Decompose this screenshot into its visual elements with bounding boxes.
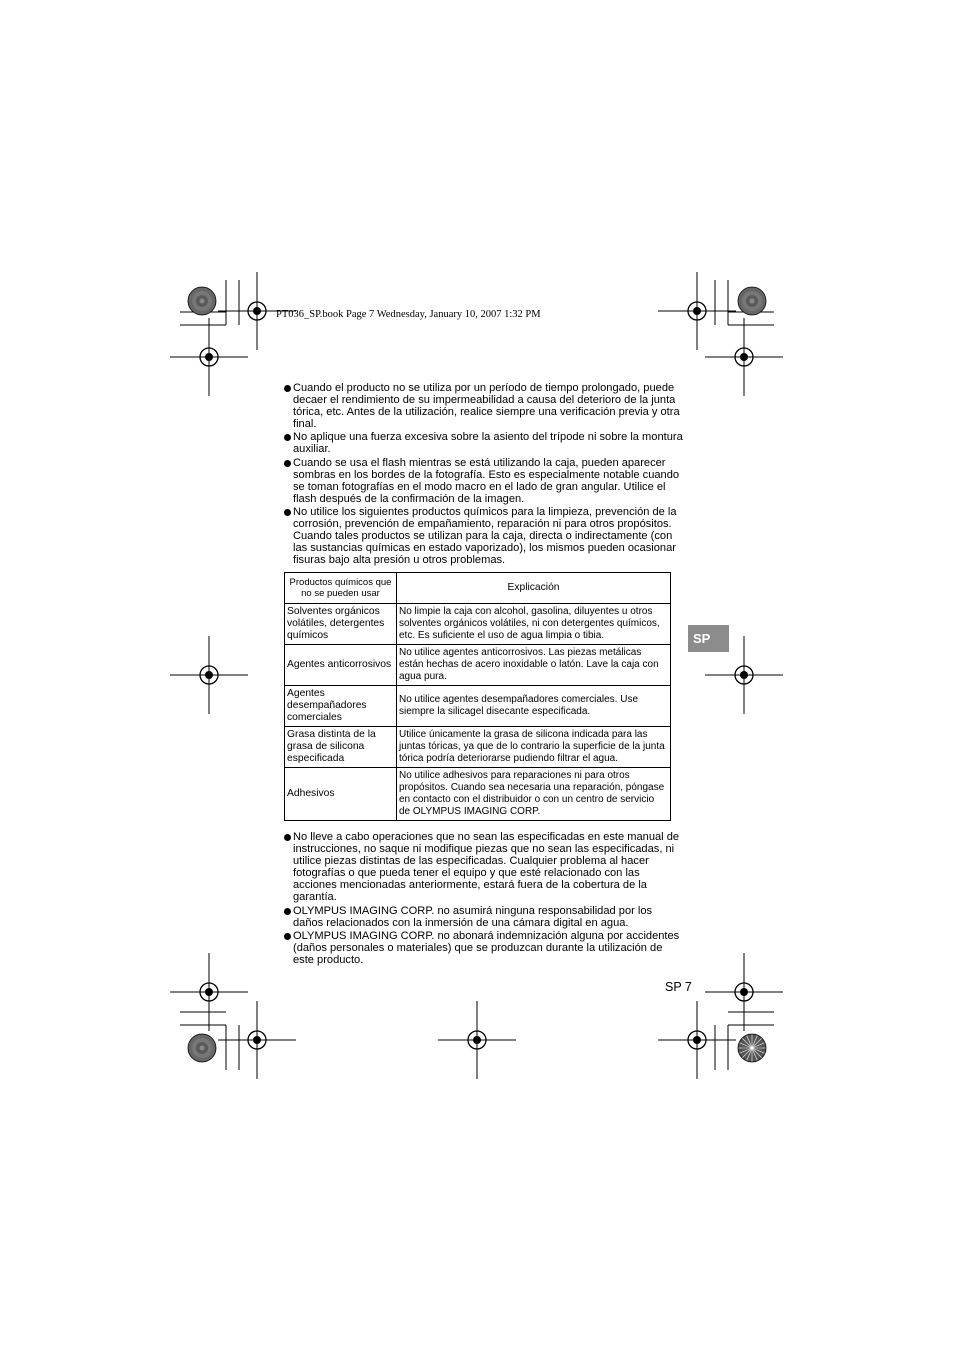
product-cell: Solventes orgánicos volátiles, detergentes químicos — [285, 604, 397, 645]
list-item — [284, 930, 684, 966]
bullet-text: Cuando el producto no se utiliza por un período de tiempo prolongado, puede decaer el rendimiento de su impermeabilidad a causa del deterioro de la junta tórica, etc. Antes de la utilización, realice siempre una verificación previa y otra final. — [293, 382, 680, 431]
product-cell: Adhesivos — [285, 768, 397, 821]
list-item — [284, 431, 684, 455]
bullet-dot-icon — [284, 509, 291, 516]
book-header: PT036_SP.book Page 7 Wednesday, January 10, 2007 1:32 PM — [276, 309, 541, 320]
explanation-cell: Utilice únicamente la grasa de silicona indicada para las juntas tóricas, ya que de lo contrario la superficie de la junta tórica podría deteriorarse pudiendo filtrar el agua. — [397, 727, 671, 768]
table-header-row — [285, 573, 671, 604]
list-item — [284, 382, 684, 430]
bullet-list-top — [284, 382, 684, 567]
bullet-list-bottom — [284, 831, 684, 967]
table-row — [285, 768, 671, 821]
page-number: SP 7 — [665, 980, 692, 994]
bullet-dot-icon — [284, 933, 291, 940]
bullet-dot-icon — [284, 434, 291, 441]
bullet-dot-icon — [284, 908, 291, 915]
bullet-dot-icon — [284, 834, 291, 841]
column-header-products: Productos químicos que no se pueden usar — [285, 573, 397, 604]
table-row — [285, 645, 671, 686]
table-row — [285, 604, 671, 645]
explanation-cell: No utilice agentes desempañadores comerciales. Use siempre la silicagel disecante especificada. — [397, 686, 671, 727]
list-item — [284, 506, 684, 566]
bullet-text: No aplique una fuerza excesiva sobre la asiento del trípode ni sobre la montura auxiliar. — [293, 431, 683, 456]
list-item — [284, 831, 684, 904]
product-cell: Agentes anticorrosivos — [285, 645, 397, 686]
bullet-text: No lleve a cabo operaciones que no sean las especificadas en este manual de instrucciones, no saque ni modifique piezas que no sean las especificadas, ni utilice piezas distintas de las especificadas. Cualquier problema al hacer fotografías o que pueda tener el equipo y que esté relacionado con las acciones mencionadas anteriormente, estará fuera de la cobertura de la garantía. — [293, 831, 680, 904]
chemicals-table — [284, 572, 671, 821]
column-header-explanation: Explicación — [397, 573, 671, 604]
explanation-cell: No limpie la caja con alcohol, gasolina, diluyentes u otros solventes orgánicos volátiles, ni con detergentes químicos, etc. Es suficiente el uso de agua limpia o tibia. — [397, 604, 671, 645]
explanation-cell: No utilice agentes anticorrosivos. Las piezas metálicas están hechas de acero inoxidable o latón. Lave la caja con agua pura. — [397, 645, 671, 686]
bullet-text: OLYMPUS IMAGING CORP. no asumirá ninguna responsabilidad por los daños relacionados con la inmersión de una cámara digital en agua. — [293, 904, 653, 929]
language-tab-sp: SP — [688, 625, 729, 652]
bullet-dot-icon — [284, 385, 291, 392]
table-row — [285, 686, 671, 727]
list-item — [284, 905, 684, 929]
bullet-text: Cuando se usa el flash mientras se está utilizando la caja, pueden aparecer sombras en los bordes de la fotografía. Esto es especialmente notable cuando se toman fotografías en el modo macro en el lado de gran angular. Utilice el flash después de la confirmación de la imagen. — [293, 456, 680, 505]
table-row — [285, 727, 671, 768]
list-item — [284, 457, 684, 505]
product-cell: Agentes desempañadores comerciales — [285, 686, 397, 727]
product-cell: Grasa distinta de la grasa de silicona especificada — [285, 727, 397, 768]
bullet-text: No utilice los siguientes productos químicos para la limpieza, prevención de la corrosión, prevención de empañamiento, reparación ni para otros propósitos. Cuando tales productos se utilizan para la caja, directa o indirectamente (con las sustancias químicas en estado vaporizado), los mismos pueden ocasionar fisuras bajo alta presión u otros problemas. — [293, 505, 677, 567]
explanation-cell: No utilice adhesivos para reparaciones ni para otros propósitos. Cuando sea necesaria una reparación, póngase en contacto con el distribuidor o con un centro de servicio de OLYMPUS IMAGING CORP. — [397, 768, 671, 821]
bullet-text: OLYMPUS IMAGING CORP. no abonará indemnización alguna por accidentes (daños personales o materiales) que se produzcan durante la utilización de este producto. — [293, 929, 680, 966]
bullet-dot-icon — [284, 460, 291, 467]
